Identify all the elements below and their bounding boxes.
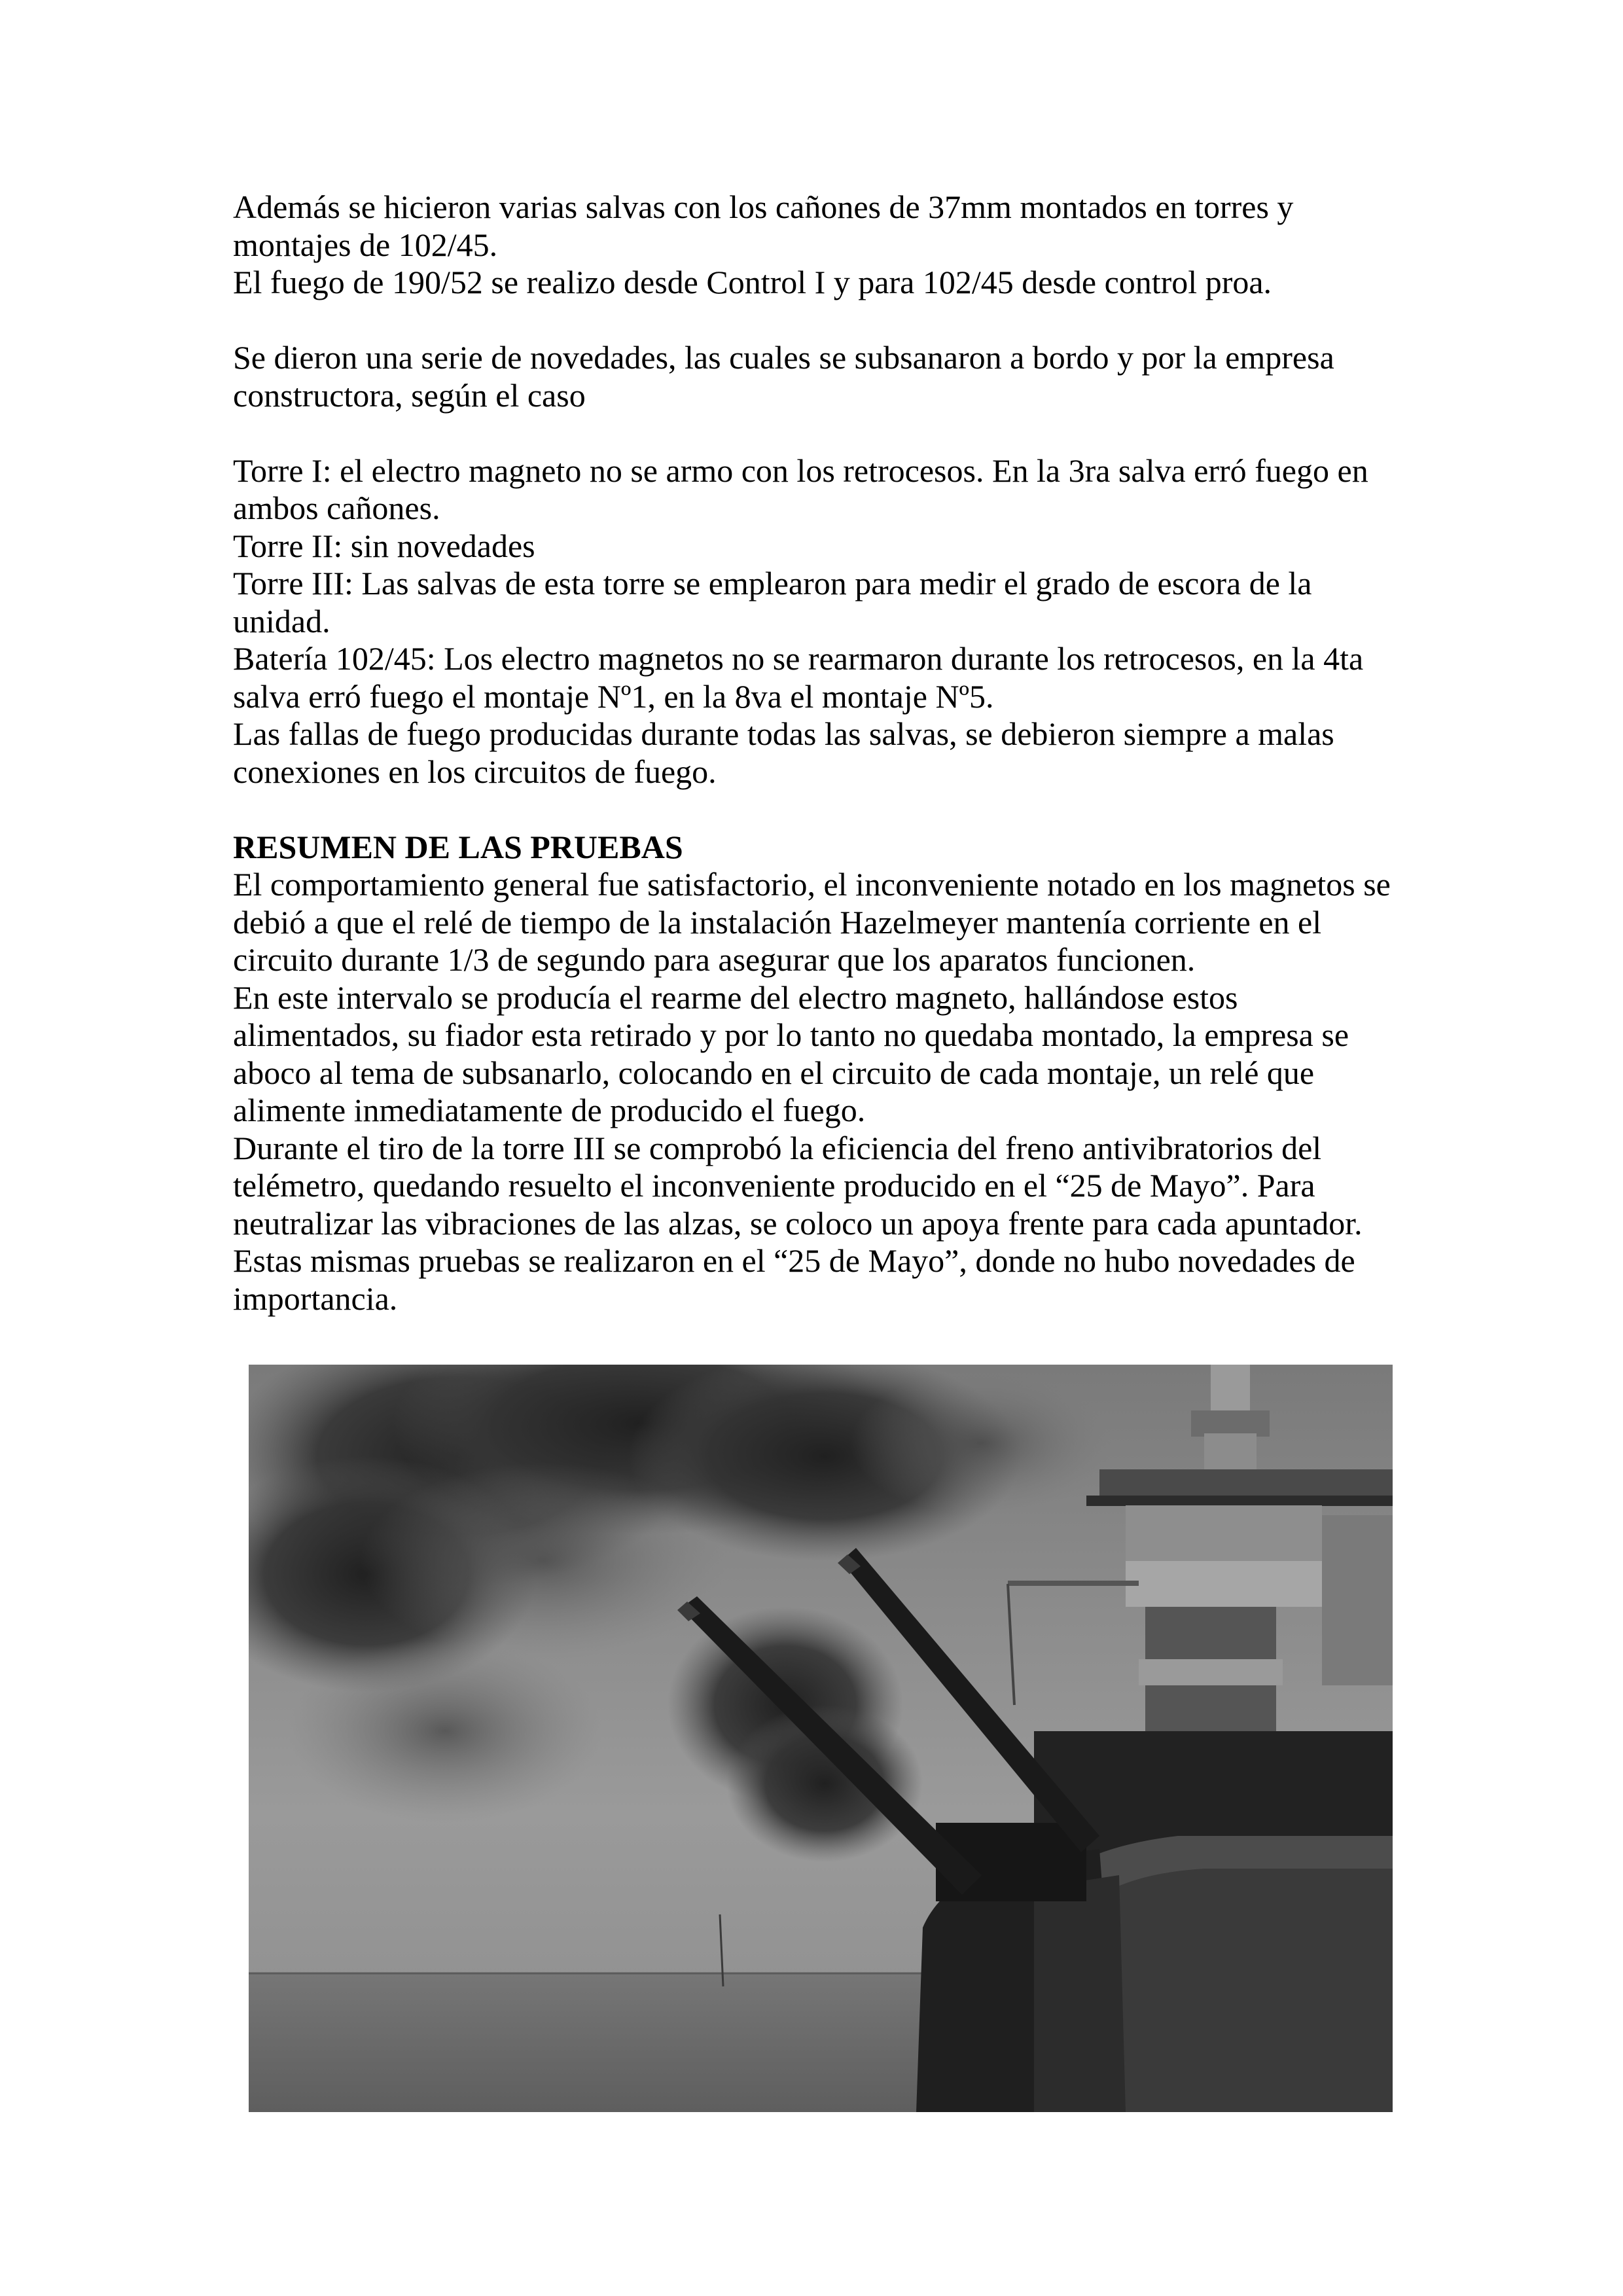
- text-line: aboco al tema de subsanarlo, colocando en el circuito de cada montaje, un relé que: [233, 1054, 1315, 1091]
- text-line: Torre II: sin novedades: [233, 527, 535, 564]
- text-line: Además se hicieron varias salvas con los cañones de 37mm montados en torres y: [233, 188, 1294, 225]
- warship-gun-turret-firing-icon: [249, 1365, 1393, 2112]
- text-line: alimente inmediatamente de producido el fuego.: [233, 1092, 866, 1128]
- text-line: En este intervalo se producía el rearme del electro magneto, hallándose estos: [233, 978, 1238, 1016]
- text-line: conexiones en los circuitos de fuego.: [233, 753, 717, 790]
- warship-photo: [249, 1365, 1393, 2112]
- paragraph-1: [233, 188, 1411, 302]
- text-line: Estas mismas pruebas se realizaron en el “25 de Mayo”, donde no hubo novedades de: [233, 1242, 1355, 1279]
- text-line: Torre I: el electro magneto no se armo con los retrocesos. En la 3ra salva erró fuego en: [233, 452, 1368, 489]
- text-line: salva erró fuego el montaje Nº1, en la 8va el montaje Nº5.: [233, 677, 994, 715]
- text-line: Torre III: Las salvas de esta torre se emplearon para medir el grado de escora de la: [233, 565, 1312, 601]
- text-line: Batería 102/45: Los electro magnetos no se rearmaron durante los retrocesos, en la 4ta: [233, 640, 1364, 677]
- text-line: unidad.: [233, 602, 330, 639]
- text-line: Se dieron una serie de novedades, las cuales se subsanaron a bordo y por la empresa: [233, 339, 1334, 376]
- text-line: circuito durante 1/3 de segundo para asegurar que los aparatos funcionen.: [233, 941, 1196, 978]
- text-line: Durante el tiro de la torre III se comprobó la eficiencia del freno antivibratorios del: [233, 1129, 1322, 1166]
- text-line: montajes de 102/45.: [233, 226, 498, 263]
- text-line: importancia.: [233, 1280, 398, 1317]
- text-line: Las fallas de fuego producidas durante todas las salvas, se debieron siempre a malas: [233, 715, 1334, 752]
- text-line: ambos cañones.: [233, 490, 440, 526]
- text-line: telémetro, quedando resuelto el inconveniente producido en el “25 de Mayo”. Para: [233, 1167, 1315, 1204]
- section-heading: RESUMEN DE LAS PRUEBAS: [233, 828, 683, 865]
- paragraph-spacer: [233, 302, 1411, 340]
- text-line: neutralizar las vibraciones de las alzas, se coloco un apoya frente para cada apuntador.: [233, 1204, 1363, 1242]
- text-line: alimentados, su fiador esta retirado y por lo tanto no quedaba montado, la empresa se: [233, 1016, 1349, 1053]
- text-line: constructora, según el caso: [233, 376, 586, 414]
- paragraph-3: [233, 452, 1411, 791]
- summary-section: [233, 829, 1411, 1318]
- text-line: debió a que el relé de tiempo de la instalación Hazelmeyer mantenía corriente en el: [233, 903, 1322, 941]
- paragraph-spacer: [233, 791, 1411, 829]
- paragraph-spacer: [233, 414, 1411, 452]
- paragraph-2: [233, 339, 1411, 414]
- text-line: El comportamiento general fue satisfactorio, el inconveniente notado en los magnetos se: [233, 866, 1391, 903]
- text-line: El fuego de 190/52 se realizo desde Control I y para 102/45 desde control proa.: [233, 264, 1272, 300]
- body-text: [233, 188, 1411, 1318]
